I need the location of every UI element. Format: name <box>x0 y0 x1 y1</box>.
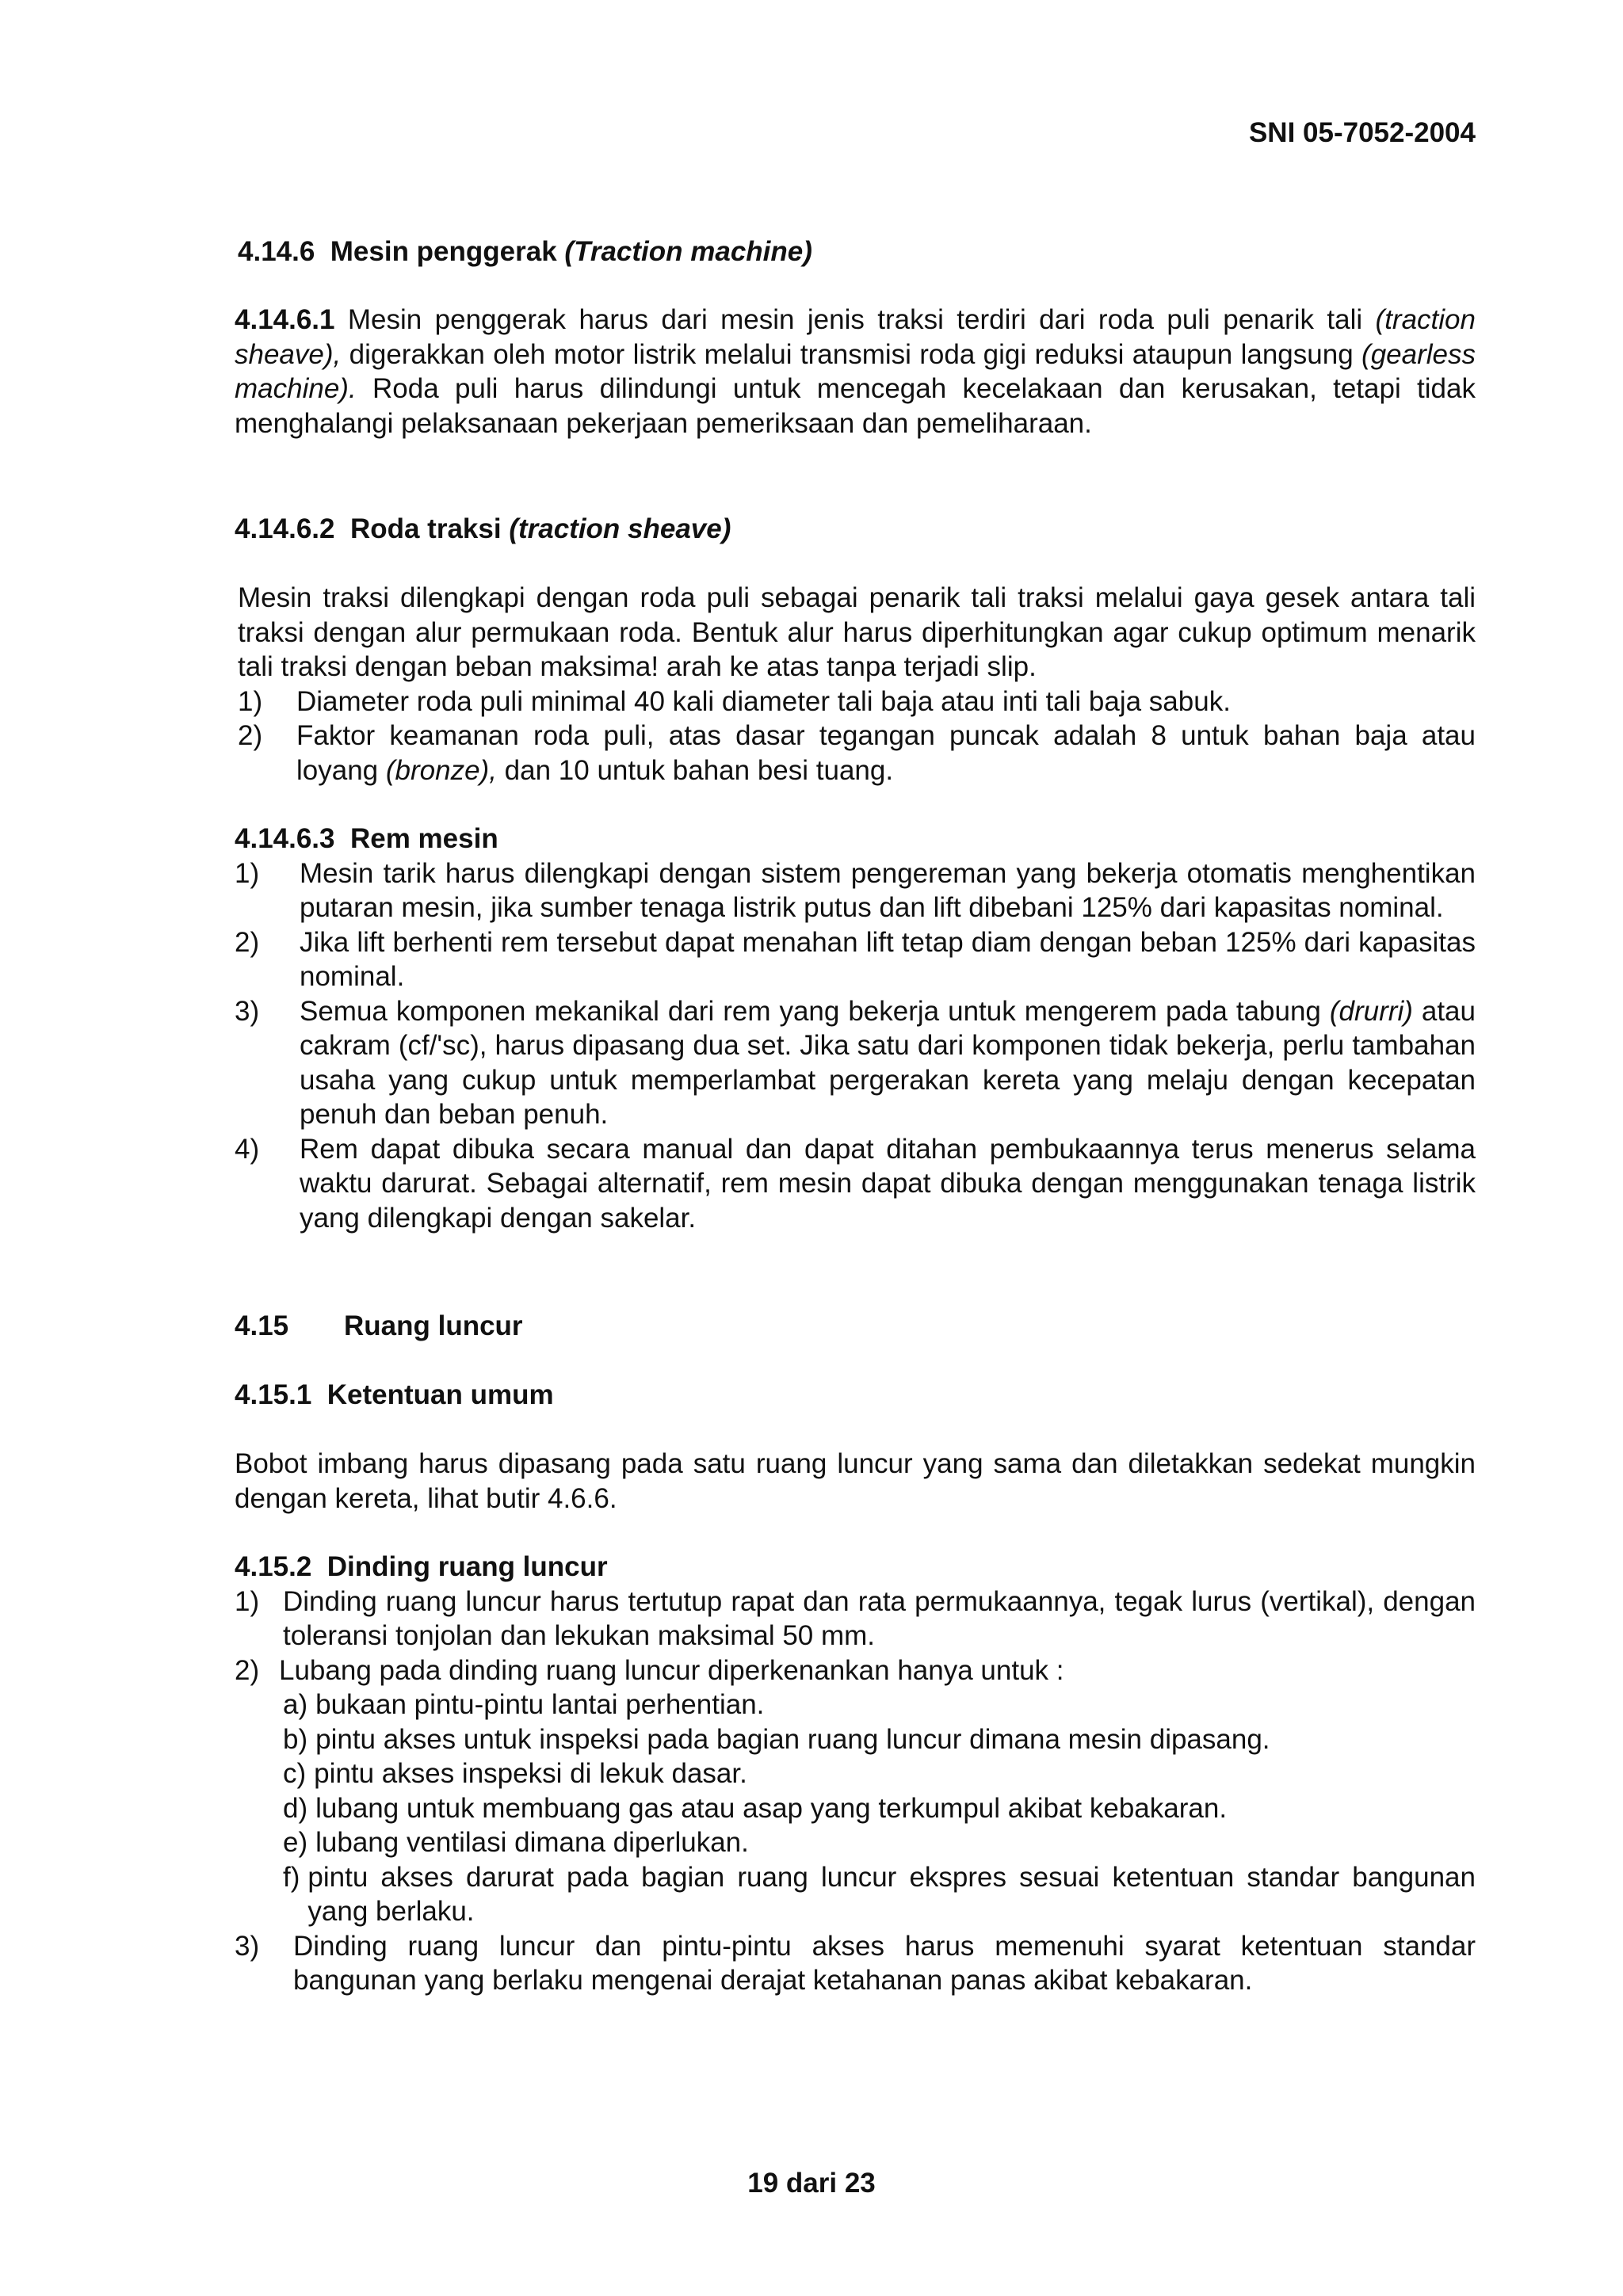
section-title: Mesin penggerak <box>330 236 557 267</box>
sub-list-item <box>283 1860 1476 1929</box>
sub-list-text: pintu akses untuk inspeksi pada bagian ruang luncur dimana mesin dipasang. <box>315 1723 1270 1755</box>
sub-list-text: pintu akses darurat pada bagian ruang luncur ekspres sesuai ketentuan standar bangunan yang berlaku. <box>307 1861 1476 1927</box>
document-id: SNI 05-7052-2004 <box>1248 117 1476 148</box>
list-text: Diameter roda puli minimal 40 kali diameter tali baja atau inti tali baja sabuk. <box>296 685 1231 717</box>
sub-list-label: d) <box>283 1792 308 1824</box>
sub-list-item <box>283 1756 1476 1791</box>
section-number: 4.15.1 <box>235 1379 312 1410</box>
list-text: Mesin tarik harus dilengkapi dengan sistem pengereman yang bekerja otomatis menghentikan putaran mesin, jika sumber tenaga listrik putus dan lift dibebani 125% dari kapasitas nominal. <box>300 857 1476 923</box>
section-number: 4.15.2 <box>235 1551 312 1582</box>
paragraph-text: Roda puli harus dilindungi untuk mencegah kecelakaan dan kerusakan, tetapi tidak menghalangi pelaksanaan pekerjaan pemeriksaan dan pemeliharaan. <box>235 373 1476 439</box>
paragraph-text: digerakkan oleh motor listrik melalui transmisi roda gigi reduksi ataupun langsung <box>349 338 1354 370</box>
section-title: Rem mesin <box>349 823 498 854</box>
list-item <box>235 1132 1476 1236</box>
list-text-italic: (bronze), <box>385 754 497 786</box>
sub-list-item <box>283 1688 1476 1722</box>
section-title: Dinding ruang luncur <box>327 1551 608 1582</box>
sub-list-label: b) <box>283 1723 308 1755</box>
list-item <box>238 685 1476 719</box>
sub-list-text: bukaan pintu-pintu lantai perhentian. <box>315 1689 765 1720</box>
list-number: 3) <box>235 995 260 1027</box>
list-text-italic: (drurri) <box>1329 995 1413 1027</box>
list-text-part: Faktor keamanan roda puli, atas dasar tegangan puncak adalah 8 untuk bahan baja atau loyang <box>296 720 1476 786</box>
section-4-14-6-heading <box>238 235 812 269</box>
sub-list-text: lubang ventilasi dimana diperlukan. <box>315 1827 749 1858</box>
list-number: 3) <box>235 1930 260 1962</box>
section-title: Ruang luncur <box>344 1310 523 1341</box>
sub-list-label: c) <box>283 1758 307 1789</box>
intro-paragraph: Mesin traksi dilengkapi dengan roda puli sebagai penarik tali traksi melalui gaya gesek antara tali traksi dengan alur permukaan roda. Bentuk alur harus diperhitungkan agar cukup optimum menarik tali traksi dengan beban maksima! arah ke atas tanpa terjadi slip. <box>238 582 1476 682</box>
section-title-en: (traction sheave) <box>509 513 731 544</box>
paragraph-text: Mesin penggerak harus dari mesin jenis traksi terdiri dari roda puli penarik tali <box>347 304 1363 335</box>
list-number: 4) <box>235 1133 260 1165</box>
sub-list-label: e) <box>283 1827 308 1858</box>
section-number: 4.15 <box>235 1310 289 1341</box>
list-item <box>235 994 1476 1132</box>
section-title: Ketentuan umum <box>327 1379 554 1410</box>
section-4-15-1-heading <box>235 1378 554 1413</box>
list-number: 2) <box>238 720 263 751</box>
sub-list-item <box>283 1825 1476 1860</box>
paragraph-italic: (traction sheave), <box>235 304 1476 370</box>
list-text <box>300 994 1476 1132</box>
list-text-part: Semua komponen mekanikal dari rem yang bekerja untuk mengerem pada tabung <box>300 995 1321 1027</box>
paragraph-italic: (gearless machine). <box>235 338 1476 404</box>
section-4-14-6-3 <box>235 822 1476 1235</box>
list-number: 1) <box>235 857 260 889</box>
sub-list-label: f) <box>283 1861 300 1893</box>
list-item <box>238 719 1476 788</box>
section-4-15-2 <box>235 1550 1476 1998</box>
list-text: Rem dapat dibuka secara manual dan dapat ditahan pembukaannya terus menerus selama waktu darurat. Sebagai alternatif, rem mesin dapat dibuka dengan menggunakan tenaga listrik yang dilengkapi dengan sakelar. <box>300 1133 1476 1234</box>
list-item <box>235 1653 1476 1688</box>
list-number: 2) <box>235 926 260 958</box>
paragraph-number: 4.14.6.1 <box>235 304 335 335</box>
sub-list-text: lubang untuk membuang gas atau asap yang terkumpul akibat kebakaran. <box>315 1792 1228 1824</box>
section-title: Roda traksi <box>349 513 502 544</box>
sub-list-item <box>283 1722 1476 1757</box>
section-title-en: (Traction machine) <box>564 236 812 267</box>
section-heading <box>235 822 1476 856</box>
page-number: 19 dari 23 <box>747 2168 876 2199</box>
list-text <box>296 719 1476 788</box>
list-text: Jika lift berhenti rem tersebut dapat menahan lift tetap diam dengan beban 125% dari kapasitas nominal. <box>300 926 1476 992</box>
section-4-15-heading <box>235 1309 523 1344</box>
list-number: 1) <box>235 1585 260 1617</box>
section-number: 4.14.6.3 <box>235 823 335 854</box>
section-number: 4.14.6.2 <box>235 513 335 544</box>
sub-list <box>235 1688 1476 1929</box>
list-number: 2) <box>235 1654 260 1686</box>
section-number: 4.14.6 <box>238 236 315 267</box>
list-item <box>235 1585 1476 1653</box>
list-item <box>235 856 1476 925</box>
section-4-14-6-2-body <box>238 581 1476 788</box>
list-text-part: atau cakram (cf/'sc), harus dipasang dua set. Jika satu dari komponen tidak bekerja, perlu tambahan usaha yang cukup untuk memperlambat pergerakan kereta yang melaju dengan kecepatan penuh dan beban penuh. <box>300 995 1476 1130</box>
list-text-part: dan 10 untuk bahan besi tuang. <box>504 754 894 786</box>
sub-list-text: pintu akses inspeksi di lekuk dasar. <box>314 1758 747 1789</box>
list-number: 1) <box>238 685 263 717</box>
list-text: Dinding ruang luncur dan pintu-pintu akses harus memenuhi syarat ketentuan standar bangunan yang berlaku mengenai derajat ketahanan panas akibat kebakaran. <box>293 1930 1476 1996</box>
sub-list-label: a) <box>283 1689 308 1720</box>
section-4-14-6-2-heading <box>235 512 731 547</box>
section-4-15-1-body: Bobot imbang harus dipasang pada satu ruang luncur yang sama dan diletakkan sedekat mungkin dengan kereta, lihat butir 4.6.6. <box>235 1448 1476 1514</box>
paragraph-4-14-6-1 <box>235 303 1476 441</box>
list-text: Dinding ruang luncur harus tertutup rapat dan rata permukaannya, tegak lurus (vertikal), dengan toleransi tonjolan dan lekukan maksimal 50 mm. <box>283 1585 1476 1651</box>
section-heading <box>235 1550 1476 1585</box>
sub-list-item <box>283 1791 1476 1826</box>
list-item <box>235 925 1476 994</box>
list-item <box>235 1929 1476 1998</box>
list-text: Lubang pada dinding ruang luncur diperkenankan hanya untuk : <box>279 1654 1064 1686</box>
